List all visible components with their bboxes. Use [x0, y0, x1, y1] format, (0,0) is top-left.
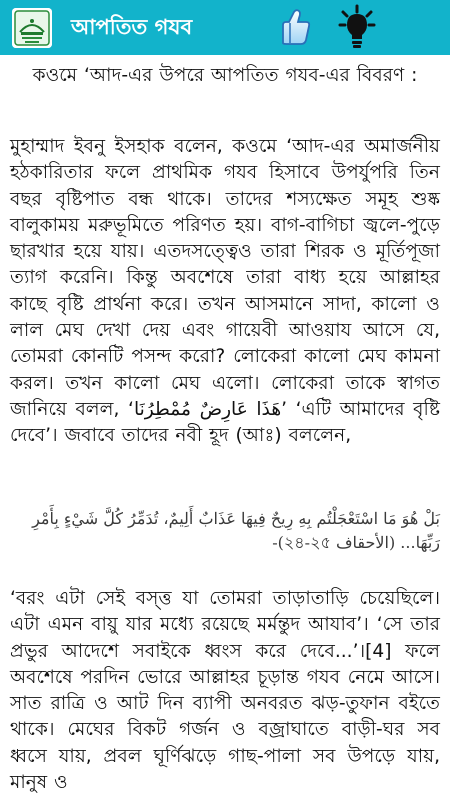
- section-heading: কওমে ‘আদ-এর উপরে আপতিত গযব-এর বিবরণ :: [32, 65, 418, 86]
- page-title: আপতিত গযব: [71, 15, 193, 39]
- arabic-quote: بَلْ هُوَ مَا اسْتَعْجَلْتُم بِهِ رِيحٌ فِيهَا عَذَابٌ أَلِيمٌ، تُدَمِّرُ كُلَّ شَيْءٍ بِأَمْرِ رَبِّهَا... (الأحقاف ২৪-২৫)-: [32, 509, 440, 552]
- app-logo-icon[interactable]: [12, 8, 52, 48]
- thumbs-up-icon[interactable]: [275, 7, 315, 49]
- lightbulb-icon[interactable]: [337, 3, 377, 53]
- paragraph: মুহাম্মাদ ইবনু ইসহাক বলেন, কওমে ‘আদ-এর অমার্জনীয় হঠকারিতার ফলে প্রাথমিক গযব হিসাবে উপর্যুপরি তিন বছর বৃষ্টিপাত বন্ধ থাকে। তাদের শস্যক্ষেত সমূহ শুষ্ক বালুকাময় মরুভূমিতে পরিণত হয়। বাগ-বাগিচা জ্বলে-পুড়ে ছারখার হয়ে যায়। এতদসত্ত্বেও তারা শিরক ও মূর্তিপূজা ত্যাগ করেনি। কিন্তু অবশেষে তারা বাধ্য হয়ে আল্লাহর কাছে বৃষ্টি প্রার্থনা করে। তখন আসমানে সাদা, কালো ও লাল মেঘ দেখা দেয় এবং গায়েবী আওয়ায আসে যে, তোমরা কোনটি পসন্দ করো? লোকেরা কালো মেঘ কামনা করল। তখন কালো মেঘ এলো। লোকেরা তাকে স্বাগত জানিয়ে বলল, ‘هَذَا عَارِضٌ مُمْطِرُنَا’ ‘এটি আমাদের বৃষ্টি দেবে’। জবাবে তাদের নবী হূদ (আঃ) বললেন,: [10, 136, 440, 447]
- app-bar: [0, 0, 450, 55]
- paragraph: ‘বরং এটা সেই বস্ত্ত যা তোমরা তাড়াতাড়ি চেয়েছিলে। এটা এমন বায়ু যার মধ্যে রয়েছে মর্মন্তুদ আযাব’। ‘সে তার প্রভুর আদেশে সবাইকে ধ্বংস করে দেবে...’।[4] ফলে অবশেষে পরদিন ভোরে আল্লাহর চূড়ান্ত গযব নেমে আসে। সাত রাত্রি ও আট দিন ব্যাপী অনবরত ঝড়-তুফান বইতে থাকে। মেঘের বিকট গর্জন ও বজ্রাঘাতে বাড়ী-ঘর সব ধ্বসে যায়, প্রবল ঘূর্ণিঝড়ে গাছ-পালা সব উপড়ে যায়, মানুষ ও: [10, 588, 440, 794]
- article-content[interactable]: [0, 55, 450, 800]
